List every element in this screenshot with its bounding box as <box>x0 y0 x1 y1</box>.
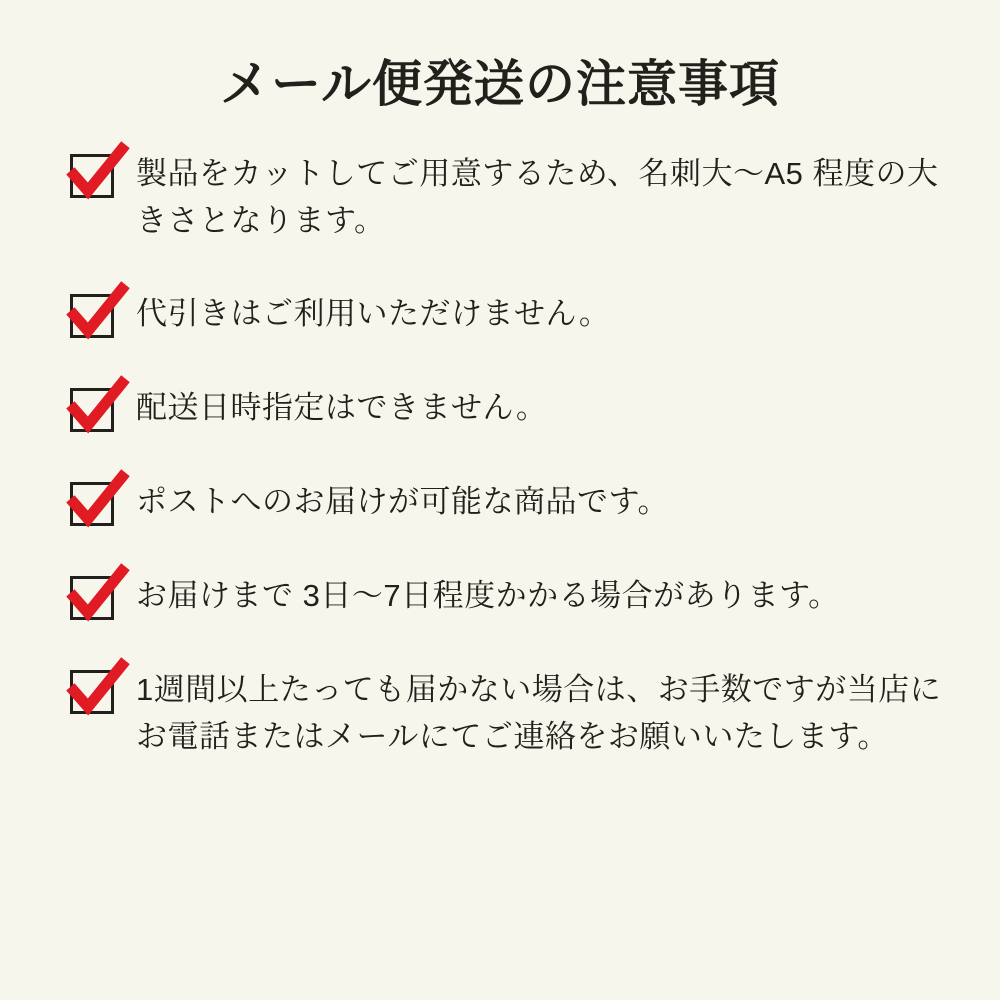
checkmark-icon <box>70 388 114 432</box>
checkmark-icon <box>70 294 114 338</box>
checkmark-icon <box>70 482 114 526</box>
list-item <box>70 382 960 432</box>
list-item-label: 配送日時指定はできません。 <box>136 390 548 426</box>
checkmark-icon <box>70 576 114 620</box>
list-item-label: お届けまで 3日〜7日程度かかる場合があります。 <box>136 578 840 614</box>
list-item-label: 製品をカットしてご用意するため、名刺大〜A5 程度の大きさとなります。 <box>136 156 939 239</box>
list-item-label: 1週間以上たっても届かない場合は、お手数ですが当店にお電話またはメールにてご連絡をお願いいたします。 <box>136 672 942 755</box>
page-title: メール便発送の注意事項 <box>220 56 780 112</box>
list-item-label: 代引きはご利用いただけません。 <box>136 296 611 332</box>
checkmark-icon <box>70 670 114 714</box>
list-item <box>70 476 960 526</box>
notice-list <box>40 148 960 760</box>
checkmark-icon <box>70 154 114 198</box>
list-item <box>70 288 960 338</box>
list-item-label: ポストへのお届けが可能な商品です。 <box>136 484 670 520</box>
list-item <box>70 148 960 244</box>
list-item <box>70 570 960 620</box>
list-item <box>70 664 960 760</box>
